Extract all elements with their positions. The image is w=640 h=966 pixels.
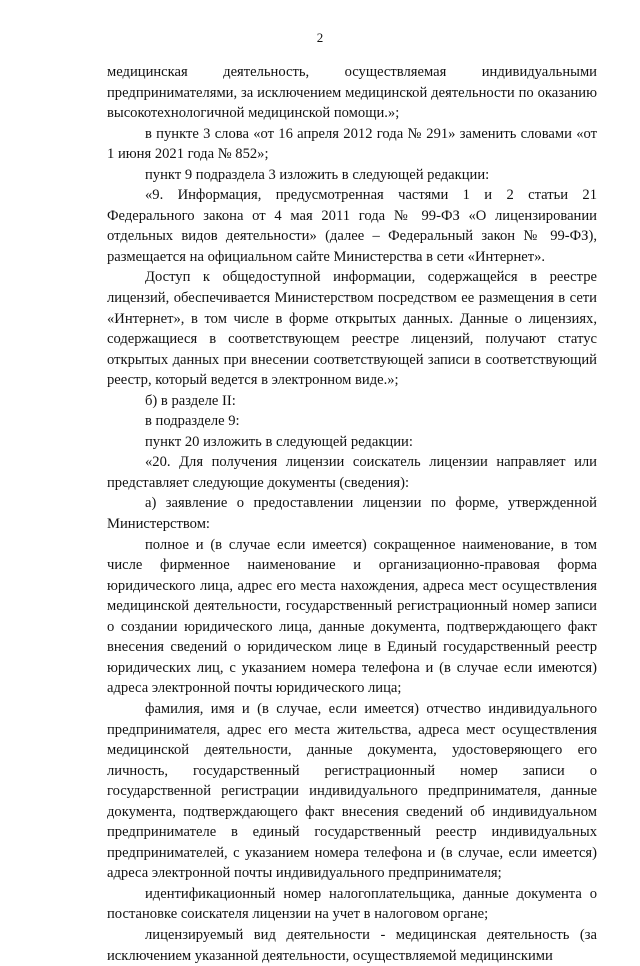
paragraph: лицензируемый вид деятельности - медицинская деятельность (за исключением указанной деятельности, осуществляемой медицинскими xyxy=(107,926,597,964)
paragraph: медицинская деятельность, осуществляемая индивидуальными предпринимателями, за исключением медицинской деятельности по оказанию высокотехнологичной медицинской помощи.»; xyxy=(107,64,597,122)
paragraph: «9. Информация, предусмотренная частями 1 и 2 статьи 21 Федерального закона от 4 мая 2011 года № 99-ФЗ «О лицензировании отдельных видов деятельности» (далее – Федеральный закон № 99-ФЗ), размещается на официальном сайте Министерства в сети «Интернет». xyxy=(107,187,597,265)
paragraph: Доступ к общедоступной информации, содержащейся в реестре лицензий, обеспечивается Министерством посредством ее размещения в сети «Интернет», в том числе в форме открытых данных. Данные о лицензиях, содержащиеся в соответствующем реестре лицензий, получают статус открытых данных при внесении соответствующей записи в соответствующий реестр, который ведется в электронном виде.»; xyxy=(107,269,597,389)
document-body xyxy=(107,62,597,966)
paragraph: пункт 20 изложить в следующей редакции: xyxy=(145,433,413,450)
page-number: 2 xyxy=(316,30,324,45)
paragraph: полное и (в случае если имеется) сокращенное наименование, в том числе фирменное наименование и организационно-правовая форма юридического лица, адрес его места нахождения, адреса мест осуществления медицинской деятельности, государственный регистрационный номер записи о создании юридического лица, данные документа, подтверждающего факт внесения сведений о юридическом лице в Единый государственный реестр юридических лиц, с указанием номера телефона и (в случае если имеются) адреса электронной почты юридического лица; xyxy=(107,536,597,697)
paragraph: фамилия, имя и (в случае, если имеется) отчество индивидуального предпринимателя, адрес его места жительства, адреса мест осуществления медицинской деятельности, данные документа, удостоверяющего его личность, государственный регистрационный номер записи о государственной регистрации индивидуального предпринимателя, данные документа, подтверждающего факт внесения сведений об индивидуальном предпринимателе в единый государственный реестр индивидуальных предпринимателей, с указанием номера телефона и (в случае, если имеется) адреса электронной почты индивидуального предпринимателя; xyxy=(107,700,597,882)
paragraph: «20. Для получения лицензии соискатель лицензии направляет или представляет следующие документы (сведения): xyxy=(107,454,597,491)
paragraph: в пункте 3 слова «от 16 апреля 2012 года № 291» заменить словами «от 1 июня 2021 года № 852»; xyxy=(107,125,597,163)
paragraph: идентификационный номер налогоплательщика, данные документа о постановке соискателя лицензии на учет в налоговом органе; xyxy=(107,885,597,923)
paragraph: пункт 9 подраздела 3 изложить в следующей редакции: xyxy=(145,166,490,183)
paragraph: в подразделе 9: xyxy=(145,413,240,430)
paragraph: а) заявление о предоставлении лицензии по форме, утвержденной Министерством: xyxy=(107,495,597,533)
paragraph: б) в разделе II: xyxy=(145,392,236,409)
